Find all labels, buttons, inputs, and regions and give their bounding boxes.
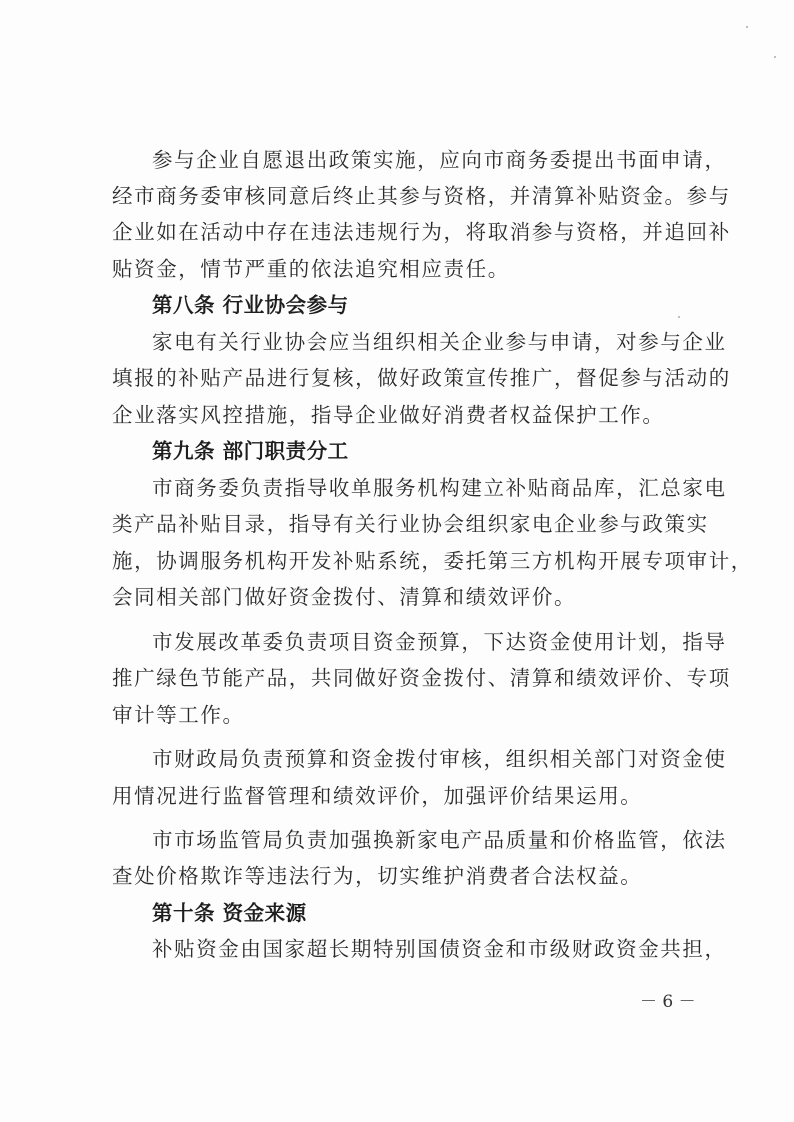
paragraph-line: 审计等工作。 — [112, 703, 245, 727]
scan-speck — [746, 26, 748, 28]
paragraph-line: 补贴资金由国家超长期特别国债资金和市级财政资金共担， — [152, 937, 727, 961]
paragraph-line: 用情况进行监督管理和绩效评价，加强评价结果运用。 — [112, 784, 643, 808]
paragraph-line: 经市商务委审核同意后终止其参与资格，并清算补贴资金。参与 — [112, 184, 731, 208]
paragraph-line: 推广绿色节能产品，共同做好资金拨付、清算和绩效评价、专项 — [112, 666, 731, 690]
paragraph-line: 施，协调服务机构开发补贴系统，委托第三方机构开展专项审计， — [112, 549, 753, 573]
scan-speck — [774, 56, 776, 58]
paragraph-line: 企业落实风控措施，指导企业做好消费者权益保护工作。 — [112, 403, 665, 427]
paragraph-line: 贴资金，情节严重的依法追究相应责任。 — [112, 257, 510, 281]
scan-speck — [678, 316, 680, 318]
paragraph-line: 填报的补贴产品进行复核，做好政策宣传推广，督促参与活动的 — [112, 366, 731, 390]
article-heading-9: 第九条 部门职责分工 — [152, 439, 349, 463]
page-number: － 6 － — [640, 992, 696, 1012]
paragraph-line: 参与企业自愿退出政策实施，应向市商务委提出书面申请， — [152, 148, 727, 172]
paragraph-line: 企业如在活动中存在违法违规行为，将取消参与资格，并追回补 — [112, 220, 731, 244]
paragraph-line: 查处价格欺诈等违法行为，切实维护消费者合法权益。 — [112, 864, 643, 888]
paragraph-line: 市商务委负责指导收单服务机构建立补贴商品库，汇总家电 — [152, 476, 727, 500]
article-heading-8: 第八条 行业协会参与 — [152, 293, 349, 317]
paragraph-line: 市财政局负责预算和资金拨付审核，组织相关部门对资金使 — [152, 747, 727, 771]
article-heading-10: 第十条 资金来源 — [152, 901, 307, 925]
paragraph-line: 类产品补贴目录，指导有关行业协会组织家电企业参与政策实 — [112, 512, 709, 536]
paragraph-line: 市市场监管局负责加强换新家电产品质量和价格监管，依法 — [152, 828, 727, 852]
paragraph-line: 市发展改革委负责项目资金预算，下达资金使用计划，指导 — [152, 630, 727, 654]
paragraph-line: 会同相关部门做好资金拨付、清算和绩效评价。 — [112, 585, 577, 609]
paragraph-line: 家电有关行业协会应当组织相关企业参与申请，对参与企业 — [152, 330, 727, 354]
